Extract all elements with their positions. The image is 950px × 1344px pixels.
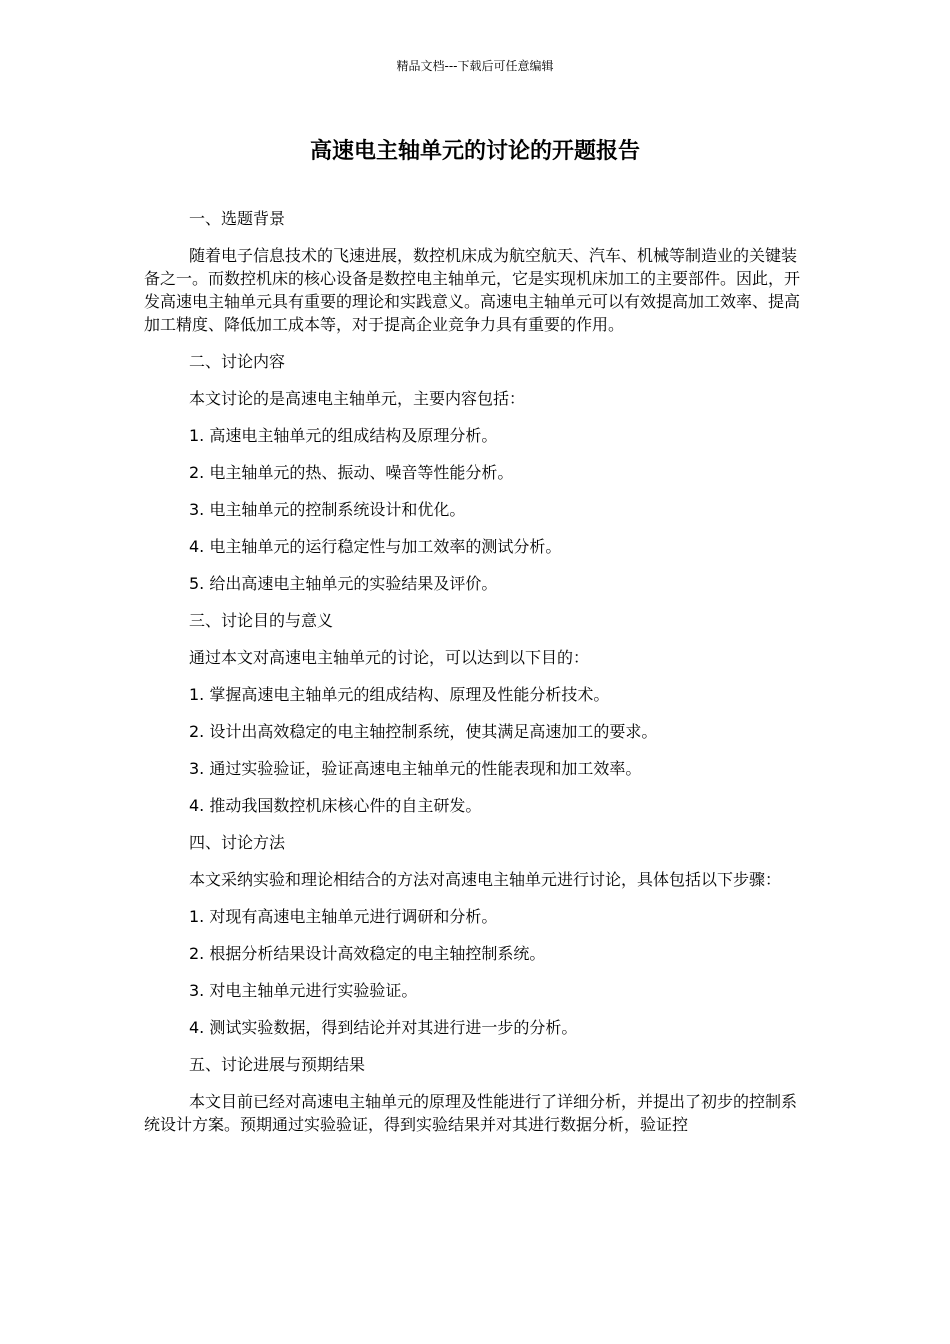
list-item: 4. 推动我国数控机床核心件的自主研发。 (189, 796, 482, 815)
section-heading-progress: 五、讨论进展与预期结果 (189, 1055, 366, 1074)
paragraph-method-intro: 本文采纳实验和理论相结合的方法对高速电主轴单元进行讨论，具体包括以下步骤： (189, 870, 782, 889)
document-body (144, 207, 808, 1136)
section-heading-purpose: 三、讨论目的与意义 (189, 611, 334, 630)
section-heading-method: 四、讨论方法 (189, 833, 286, 852)
list-item: 1. 对现有高速电主轴单元进行调研和分析。 (189, 907, 498, 926)
paragraph-background: 随着电子信息技术的飞速进展，数控机床成为航空航天、汽车、机械等制造业的关键装备之一。而数控机床的核心设备是数控电主轴单元，它是实现机床加工的主要部件。因此，开发高速电主轴单元具有重要的理论和实践意义。高速电主轴单元可以有效提高加工效率、提高加工精度、降低加工成本等，对于提高企业竞争力具有重要的作用。 (144, 246, 801, 334)
list-item: 3. 通过实验验证，验证高速电主轴单元的性能表现和加工效率。 (189, 759, 642, 778)
list-item: 2. 电主轴单元的热、振动、噪音等性能分析。 (189, 463, 514, 482)
section-heading-background: 一、选题背景 (189, 209, 286, 228)
list-item: 1. 高速电主轴单元的组成结构及原理分析。 (189, 426, 498, 445)
list-item: 3. 电主轴单元的控制系统设计和优化。 (189, 500, 466, 519)
paragraph-purpose-intro: 通过本文对高速电主轴单元的讨论，可以达到以下目的： (189, 648, 590, 667)
list-item: 4. 测试实验数据，得到结论并对其进行进一步的分析。 (189, 1018, 578, 1037)
list-item: 3. 对电主轴单元进行实验验证。 (189, 981, 418, 1000)
list-item: 1. 掌握高速电主轴单元的组成结构、原理及性能分析技术。 (189, 685, 610, 704)
paragraph-progress: 本文目前已经对高速电主轴单元的原理及性能进行了详细分析，并提出了初步的控制系统设计方案。预期通过实验验证，得到实验结果并对其进行数据分析，验证控 (144, 1092, 798, 1134)
page-header: 精品文档---下载后可任意编辑 (396, 59, 554, 73)
list-item: 2. 根据分析结果设计高效稳定的电主轴控制系统。 (189, 944, 546, 963)
list-item: 4. 电主轴单元的运行稳定性与加工效率的测试分析。 (189, 537, 562, 556)
document-title: 高速电主轴单元的讨论的开题报告 (309, 139, 640, 164)
list-item: 2. 设计出高效稳定的电主轴控制系统，使其满足高速加工的要求。 (189, 722, 658, 741)
list-item: 5. 给出高速电主轴单元的实验结果及评价。 (189, 574, 498, 593)
section-heading-content: 二、讨论内容 (189, 352, 286, 371)
paragraph-content-intro: 本文讨论的是高速电主轴单元，主要内容包括： (189, 389, 526, 408)
